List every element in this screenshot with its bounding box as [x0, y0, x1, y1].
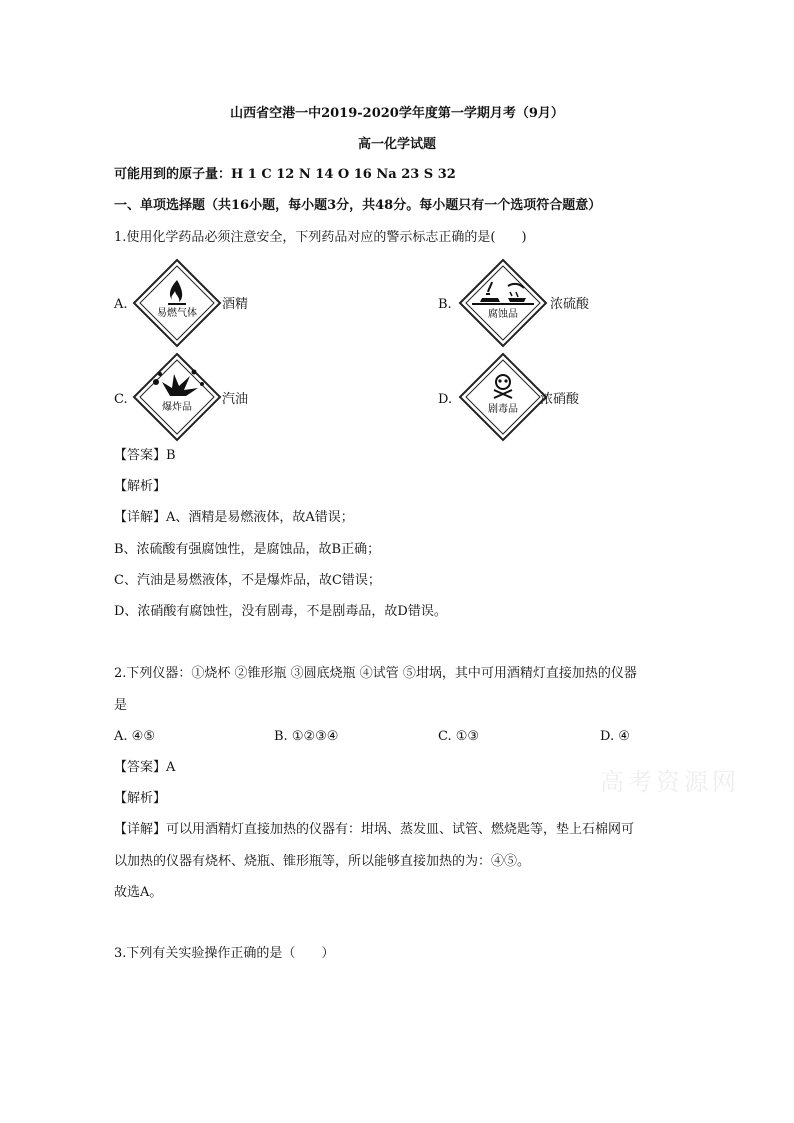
document-subtitle: 高一化学试题: [357, 137, 436, 152]
corrosive-icon: [458, 258, 548, 348]
q1-option-b-letter: B.: [438, 297, 452, 312]
toxic-sign: [458, 352, 548, 442]
flammable-gas-sign: [132, 258, 222, 348]
q2-analysis-heading: 【解析】: [114, 791, 167, 806]
q2-conclusion: 故选A。: [114, 885, 163, 900]
q2-option-c: C. ①③: [438, 729, 480, 744]
q1-analysis-heading: 【解析】: [114, 479, 167, 494]
q1-option-c-chemical: 汽油: [222, 392, 249, 407]
atomic-mass-line: 可能用到的原子量：H 1 C 12 N 14 O 16 Na 23 S 32: [114, 167, 456, 182]
svg-text:易燃气体: 易燃气体: [157, 308, 197, 319]
q2-option-a: A. ④⑤: [114, 729, 155, 744]
flame-icon: [132, 258, 222, 348]
question-3-stem: 3.下列有关实验操作正确的是（ ）: [114, 946, 335, 961]
svg-text:爆炸品: 爆炸品: [162, 402, 192, 413]
q1-answer: 【答案】B: [114, 448, 176, 463]
q1-detail-line: B、浓硫酸有强腐蚀性，是腐蚀品，故B正确；: [114, 542, 381, 557]
q1-detail-line: C、汽油是易燃液体，不是爆炸品，故C错误；: [114, 573, 381, 588]
document-title: 山西省空港一中2019-2020学年度第一学期月考（9月）: [230, 106, 564, 121]
watermark: 高考资源网: [600, 768, 740, 796]
q2-option-d: D. ④: [600, 729, 630, 744]
svg-text:腐蚀品: 腐蚀品: [488, 309, 518, 320]
q2-detail-line: 以加热的仪器有烧杯、烧瓶、锥形瓶等，所以能够直接加热的为：④⑤。: [114, 854, 531, 869]
q1-option-c-letter: C.: [114, 392, 128, 407]
q1-option-d-chemical: 浓硝酸: [540, 392, 580, 407]
q1-detail-line: 【详解】A、酒精是易燃液体，故A错误；: [114, 510, 354, 525]
q2-detail-line: 【详解】可以用酒精灯直接加热的仪器有：坩埚、蒸发皿、试管、燃烧匙等，垫上石棉网可: [114, 822, 635, 837]
question-1-stem: 1.使用化学药品必须注意安全，下列药品对应的警示标志正确的是( ): [114, 230, 527, 245]
q1-detail-line: D、浓硝酸有腐蚀性，没有剧毒，不是剧毒品，故D错误。: [114, 604, 447, 619]
q2-option-b: B. ①②③④: [274, 729, 339, 744]
corrosive-sign: [458, 258, 548, 348]
question-2-stem: 2.下列仪器：①烧杯 ②锥形瓶 ③圆底烧瓶 ④试管 ⑤坩埚，其中可用酒精灯直接加热的仪器: [114, 666, 637, 681]
skull-icon: [458, 352, 548, 442]
explosive-sign: [132, 352, 222, 442]
svg-text:剧毒品: 剧毒品: [488, 404, 518, 415]
q1-option-a-chemical: 酒精: [222, 297, 249, 312]
q1-option-a-letter: A.: [114, 297, 128, 312]
section-heading: 一、单项选择题（共16小题，每小题3分，共48分。每小题只有一个选项符合题意）: [114, 198, 602, 213]
q1-option-b-chemical: 浓硫酸: [550, 297, 590, 312]
q1-option-d-letter: D.: [438, 392, 453, 407]
explosion-icon: [132, 352, 222, 442]
q2-answer: 【答案】A: [114, 760, 176, 775]
question-2-stem-continued: 是: [114, 698, 128, 713]
